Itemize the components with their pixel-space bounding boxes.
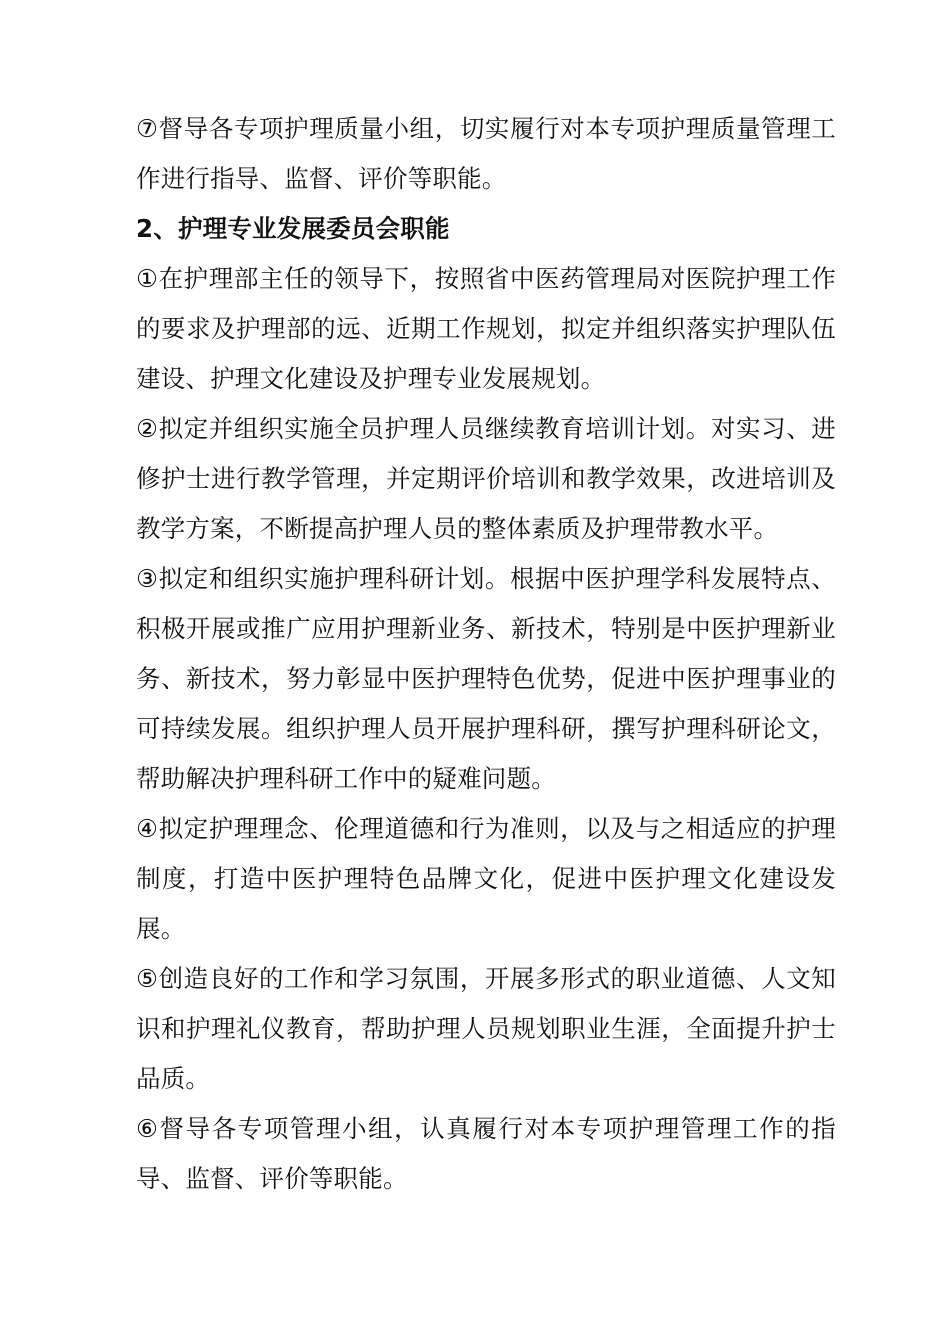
- paragraph-item-5: ⑤创造良好的工作和学习氛围，开展多形式的职业道德、人文知识和护理礼仪教育，帮助护理人员规划职业生涯，全面提升护士品质。: [136, 964, 836, 1093]
- document-page: [136, 104, 836, 1204]
- paragraph-item-4: ④拟定护理理念、伦理道德和行为准则，以及与之相适应的护理制度，打造中医护理特色品牌文化，促进中医护理文化建设发展。: [136, 814, 836, 943]
- paragraph-item-2: ②拟定并组织实施全员护理人员继续教育培训计划。对实习、进修护士进行教学管理，并定期评价培训和教学效果，改进培训及教学方案，不断提高护理人员的整体素质及护理带教水平。: [136, 414, 836, 543]
- paragraph-item-7: ⑦督导各专项护理质量小组，切实履行对本专项护理质量管理工作进行指导、监督、评价等职能。: [136, 114, 836, 193]
- section-heading: 2、护理专业发展委员会职能: [136, 214, 450, 243]
- paragraph-item-1: ①在护理部主任的领导下，按照省中医药管理局对医院护理工作的要求及护理部的远、近期工作规划，拟定并组织落实护理队伍建设、护理文化建设及护理专业发展规划。: [136, 264, 836, 393]
- paragraph-item-6: ⑥督导各专项管理小组，认真履行对本专项护理管理工作的指导、监督、评价等职能。: [136, 1114, 836, 1193]
- paragraph-item-3: ③拟定和组织实施护理科研计划。根据中医护理学科发展特点、积极开展或推广应用护理新业务、新技术，特别是中医护理新业务、新技术，努力彰显中医护理特色优势，促进中医护理事业的可持续发展。组织护理人员开展护理科研，撰写护理科研论文，帮助解决护理科研工作中的疑难问题。: [136, 564, 836, 793]
